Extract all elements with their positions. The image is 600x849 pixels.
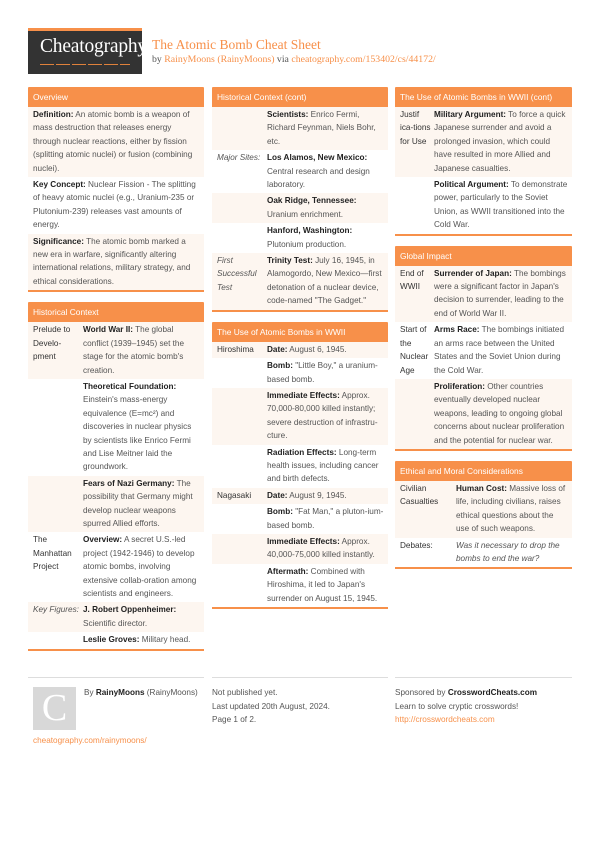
- avatar: C: [33, 687, 76, 730]
- section-global-impact: [395, 246, 572, 451]
- last-updated: Last updated 20th August, 2024.: [212, 701, 330, 711]
- sponsor-line: Sponsored by CrosswordCheats.com: [395, 688, 537, 697]
- table-row: Hiroshima Date: August 6, 1945.: [212, 342, 388, 358]
- table-row: First Successful Test Trinity Test: July 16, 1945, in Alamogordo, New Mexico—first detonation of a nuclear device, code-named "The Gadget.": [212, 253, 388, 310]
- publish-status: Not published yet.: [212, 688, 278, 697]
- sponsor-tagline: Learn to solve cryptic crosswords!: [395, 701, 519, 711]
- table-row: Significance: The atomic bomb marked a new era in warfare, significantly altering international relations, military strategy, and ethical considerations.: [28, 234, 204, 291]
- by-prefix: by: [152, 54, 162, 65]
- table-row: Fears of Nazi Germany: The possibility that Germany might develop nuclear weapons spurred Allied efforts.: [28, 476, 204, 533]
- table-row: Scientists: Enrico Fermi, Richard Feynman, Niels Bohr, etc.: [212, 107, 388, 150]
- table-row: Key Figures: J. Robert Oppenheimer: Scientific director.: [28, 602, 204, 632]
- section-use-of-atomic-bombs-cont: [395, 87, 572, 236]
- section-historical-context-cont: [212, 87, 388, 312]
- sponsor-name[interactable]: CrosswordCheats.com: [447, 688, 537, 697]
- footer-author: [28, 677, 204, 745]
- table-row: Aftermath: Combined with Hiroshima, it led to Japan's surrender on August 15, 1945.: [212, 564, 388, 607]
- column-2: [212, 87, 388, 619]
- section-use-of-atomic-bombs: [212, 322, 388, 609]
- table-row: Definition: An atomic bomb is a weapon of mass destruction that releases energy through nuclear reactions, either by fission (splitting atomic nuclei) or fusion (combining nuclei).: [28, 107, 204, 177]
- via-text: via: [276, 54, 289, 65]
- title-block: [152, 37, 582, 67]
- table-row: End of WWII Surrender of Japan: The bombings were a significant factor in Japan's decision to surrender, leading to the end of World War II.: [395, 266, 572, 323]
- section-header: The Use of Atomic Bombs in WWII (cont): [395, 87, 572, 107]
- sheet-url-link[interactable]: cheatography.com/153402/cs/44172/: [291, 54, 436, 65]
- table-row: Leslie Groves: Military head.: [28, 632, 204, 648]
- section-header: Overview: [28, 87, 204, 107]
- table-row: Civilian Casualties Human Cost: Massive loss of life, including civilians, raises ethical questions about the use of such weapons.: [395, 481, 572, 538]
- table-row: Immediate Effects: Approx. 70,000-80,000 killed instantly; severe destruction of infrastru-cture.: [212, 388, 388, 445]
- section-header: Global Impact: [395, 246, 572, 266]
- table-row: Start of the Nuclear Age Arms Race: The bombings initiated an arms race between the United States and the Soviet Union during the Cold War.: [395, 322, 572, 379]
- footer-status: [212, 677, 388, 727]
- table-row: The Manhattan Project Overview: A secret U.S.-led project (1942-1946) to develop atomic bombs, involving extensive collab-oration among scientists and engineers.: [28, 532, 204, 602]
- column-3: [395, 87, 572, 579]
- sponsor-link[interactable]: http://crosswordcheats.com: [395, 715, 495, 724]
- table-row: Bomb: "Fat Man," a pluton-ium-based bomb.: [212, 504, 388, 534]
- table-row: Proliferation: Other countries eventually developed nuclear weapons, leading to ongoing global concerns about nuclear proliferation and the potential for nuclear war.: [395, 379, 572, 449]
- section-ethical-considerations: [395, 461, 572, 569]
- footer-sponsor: [395, 677, 572, 727]
- author-profile-link[interactable]: cheatography.com/rainymoons/: [33, 736, 147, 745]
- table-row: Key Concept: Nuclear Fission - The splitting of heavy atomic nuclei (e.g., Uranium-235 or Plutonium-239) releases vast amounts of energy.: [28, 177, 204, 234]
- section-overview: [28, 87, 204, 292]
- table-row: Oak Ridge, Tennessee: Uranium enrichment.: [212, 193, 388, 223]
- table-row: Bomb: "Little Boy," a uranium-based bomb.: [212, 358, 388, 388]
- footer-author-name[interactable]: RainyMoons: [95, 688, 145, 697]
- table-row: Immediate Effects: Approx. 40,000-75,000 killed instantly.: [212, 534, 388, 564]
- page-title: The Atomic Bomb Cheat Sheet: [152, 37, 321, 52]
- table-row: Prelude to Develo-pment World War II: The global conflict (1939–1945) set the stage for the atomic bomb's creation.: [28, 322, 204, 379]
- column-1: [28, 87, 204, 661]
- section-header: Historical Context: [28, 302, 204, 322]
- table-row: Political Argument: To demonstrate power, particularly to the Soviet Union, as WWII transitioned into the Cold War.: [395, 177, 572, 234]
- table-row: Theoretical Foundation: Einstein's mass-energy equivalence (E=mc²) and discoveries in nuclear physics by scientists like Enrico Fermi and Lise Meitner laid the groundwork.: [28, 379, 204, 476]
- byline: [152, 53, 582, 67]
- section-header: The Use of Atomic Bombs in WWII: [212, 322, 388, 342]
- section-header: Historical Context (cont): [212, 87, 388, 107]
- page-number: Page 1 of 2.: [212, 715, 257, 724]
- table-row: Justif ica-tions for Use Military Argument: To force a quick Japanese surrender and avoid a prolonged invasion, which could have resulted in more Allied and Japanese casualties.: [395, 107, 572, 177]
- footer-byline: By RainyMoons (RainyMoons): [84, 688, 198, 697]
- section-header: Ethical and Moral Considerations: [395, 461, 572, 481]
- logo-text: Cheatography: [40, 36, 147, 57]
- table-row: Debates: Was it necessary to drop the bombs to end the war?: [395, 538, 572, 568]
- table-row: Major Sites: Los Alamos, New Mexico: Central research and design laboratory.: [212, 150, 388, 193]
- table-row: Hanford, Washington: Plutonium production.: [212, 223, 388, 253]
- table-row: Radiation Effects: Long-term health issues, including cancer and birth defects.: [212, 445, 388, 488]
- author-link[interactable]: RainyMoons (RainyMoons): [164, 54, 275, 65]
- table-row: Nagasaki Date: August 9, 1945.: [212, 488, 388, 504]
- section-historical-context: [28, 302, 204, 650]
- logo-underline: [40, 64, 130, 65]
- cheatography-logo[interactable]: [28, 28, 147, 74]
